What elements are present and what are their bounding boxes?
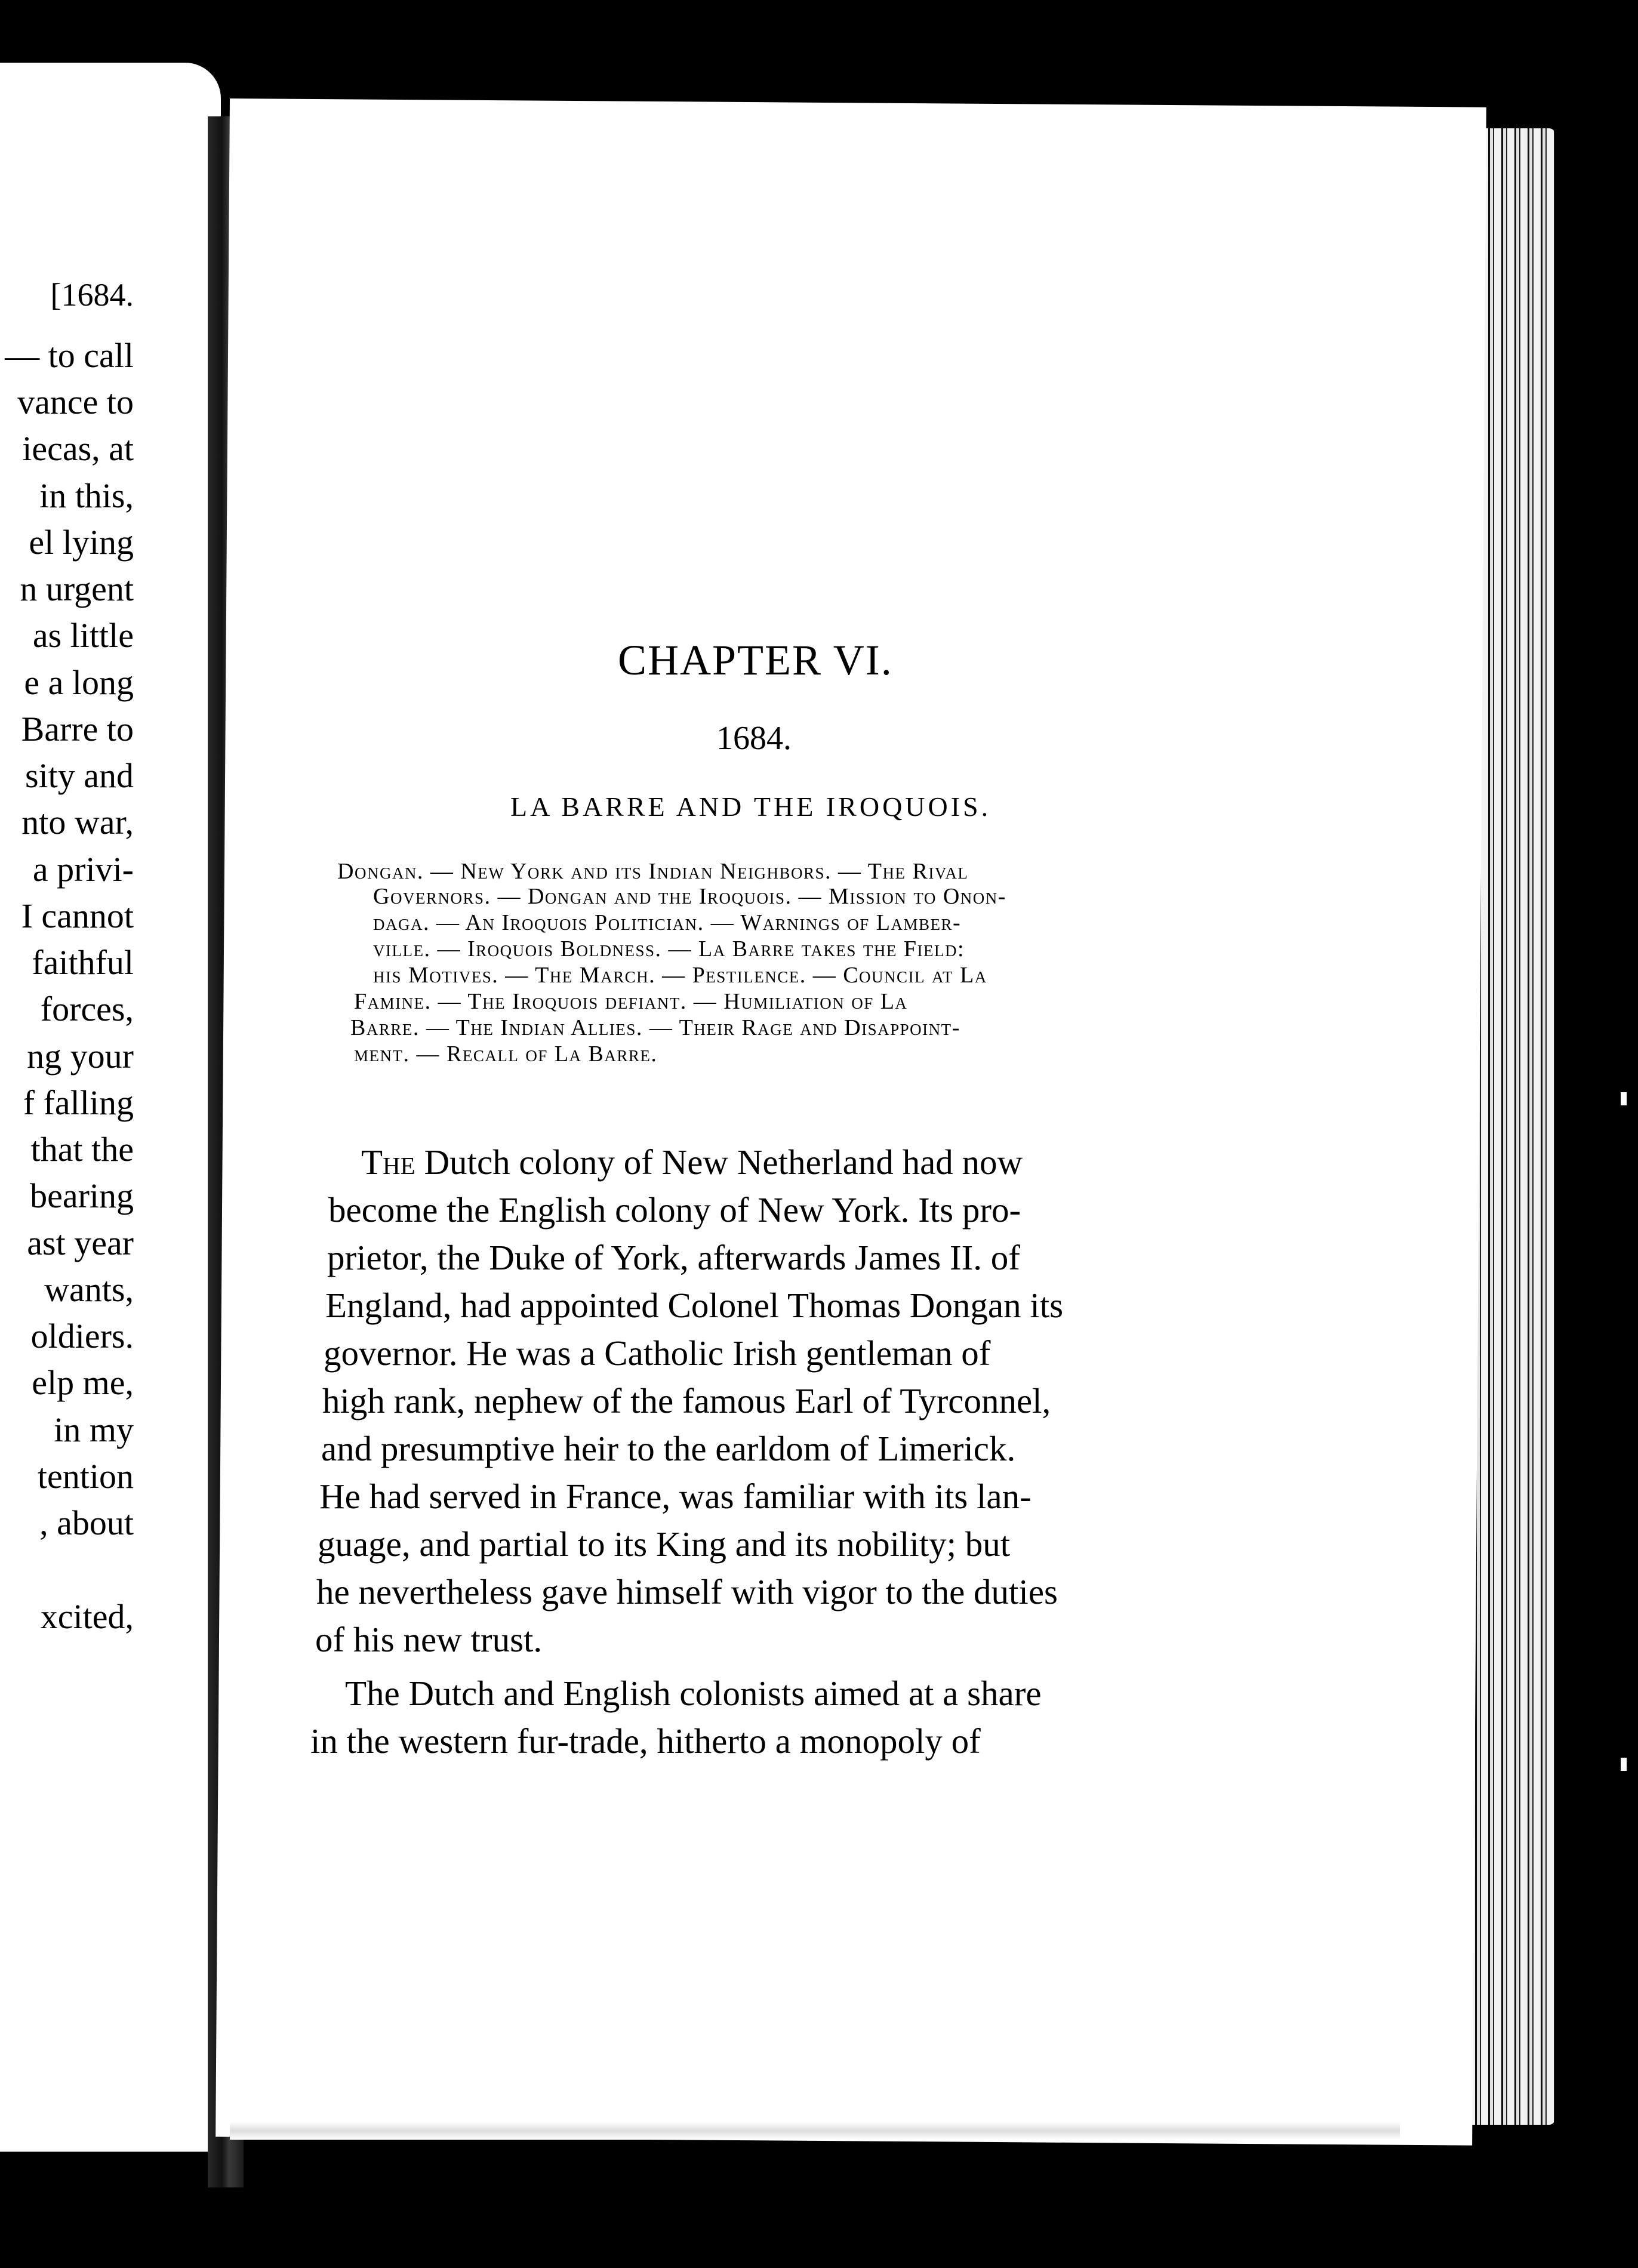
left-line: faithful xyxy=(32,943,134,982)
paragraph-line: governor. He was a Catholic Irish gentleman of xyxy=(324,1333,991,1373)
chapter-year: 1684. xyxy=(716,720,792,757)
left-line: in my xyxy=(54,1410,134,1449)
left-line: oldiers. xyxy=(30,1317,134,1355)
paragraph-line: prietor, the Duke of York, afterwards James II. of xyxy=(327,1238,1020,1277)
paragraph-line: and presumptive heir to the earldom of Limerick. xyxy=(321,1429,1016,1468)
left-line: in this, xyxy=(39,476,134,515)
paragraph-line: The Dutch and English colonists aimed at a share xyxy=(345,1674,1042,1713)
left-line: a privi- xyxy=(32,850,134,889)
left-line: wants, xyxy=(44,1270,134,1309)
left-line: forces, xyxy=(40,990,134,1028)
left-line: vance to xyxy=(17,383,134,421)
left-line: ng your xyxy=(27,1037,134,1076)
summary-line: his Motives. — The March. — Pestilence. — Council at La xyxy=(373,963,987,988)
left-line: — to call xyxy=(5,336,134,375)
summary-line: Dongan. — New York and its Indian Neighbors. — The Rival xyxy=(337,859,969,884)
chapter-subtitle: LA BARRE AND THE IROQUOIS. xyxy=(510,791,992,822)
paragraph-line: He had served in France, was familiar with its lan- xyxy=(319,1477,1032,1516)
summary-line: daga. — An Iroquois Politician. — Warnings of Lamber- xyxy=(373,910,962,935)
paragraph-first-word: The xyxy=(361,1142,415,1182)
summary-line: ville. — Iroquois Boldness. — La Barre takes the Field: xyxy=(373,936,965,962)
right-page xyxy=(215,98,1486,2146)
paragraph-line: England, had appointed Colonel Thomas Dongan its xyxy=(325,1286,1064,1325)
left-line: nto war, xyxy=(21,803,134,842)
chapter-title: CHAPTER VI. xyxy=(618,636,893,684)
paragraph-line xyxy=(361,1143,1023,1181)
paragraph-line: guage, and partial to its King and its nobility; but xyxy=(318,1524,1011,1564)
summary-line: Famine. — The Iroquois defiant. — Humiliation of La xyxy=(354,989,908,1014)
paragraph-line: become the English colony of New York. Its pro- xyxy=(328,1190,1021,1229)
paragraph-line: of his new trust. xyxy=(315,1620,543,1659)
left-line: e a long xyxy=(24,663,134,702)
left-line: n urgent xyxy=(20,569,134,608)
left-page-header: [1684. xyxy=(50,277,134,313)
paragraph-line: he nevertheless gave himself with vigor to the duties xyxy=(316,1572,1058,1611)
left-line: xcited, xyxy=(40,1597,134,1636)
left-line: I cannot xyxy=(21,896,134,935)
paragraph-line: high rank, nephew of the famous Earl of Tyrconnel, xyxy=(322,1381,1051,1420)
left-line: elp me, xyxy=(32,1363,134,1402)
left-line: bearing xyxy=(30,1176,134,1215)
page-bottom-edge xyxy=(230,2122,1400,2140)
summary-line: Barre. — The Indian Allies. — Their Rage and Disappoint- xyxy=(350,1015,960,1040)
edge-mark xyxy=(1621,1092,1627,1105)
left-line: f falling xyxy=(23,1083,134,1122)
left-line: as little xyxy=(32,616,134,655)
left-facing-page xyxy=(0,63,221,2152)
left-line: iecas, at xyxy=(22,429,134,468)
left-line: Barre to xyxy=(21,710,134,748)
left-line: , about xyxy=(39,1503,134,1542)
summary-line: Governors. — Dongan and the Iroquois. — Mission to Onon- xyxy=(373,884,1006,909)
left-line: sity and xyxy=(24,756,134,795)
left-line: el lying xyxy=(29,523,134,562)
left-line: that the xyxy=(30,1130,134,1169)
paragraph-line-rest: Dutch colony of New Netherland had now xyxy=(415,1142,1023,1182)
summary-line: ment. — Recall of La Barre. xyxy=(354,1041,658,1067)
left-line: tention xyxy=(37,1457,134,1496)
paragraph-line: in the western fur-trade, hitherto a monopoly of xyxy=(310,1721,981,1761)
edge-mark xyxy=(1621,1758,1627,1771)
left-line: ast year xyxy=(27,1224,134,1262)
